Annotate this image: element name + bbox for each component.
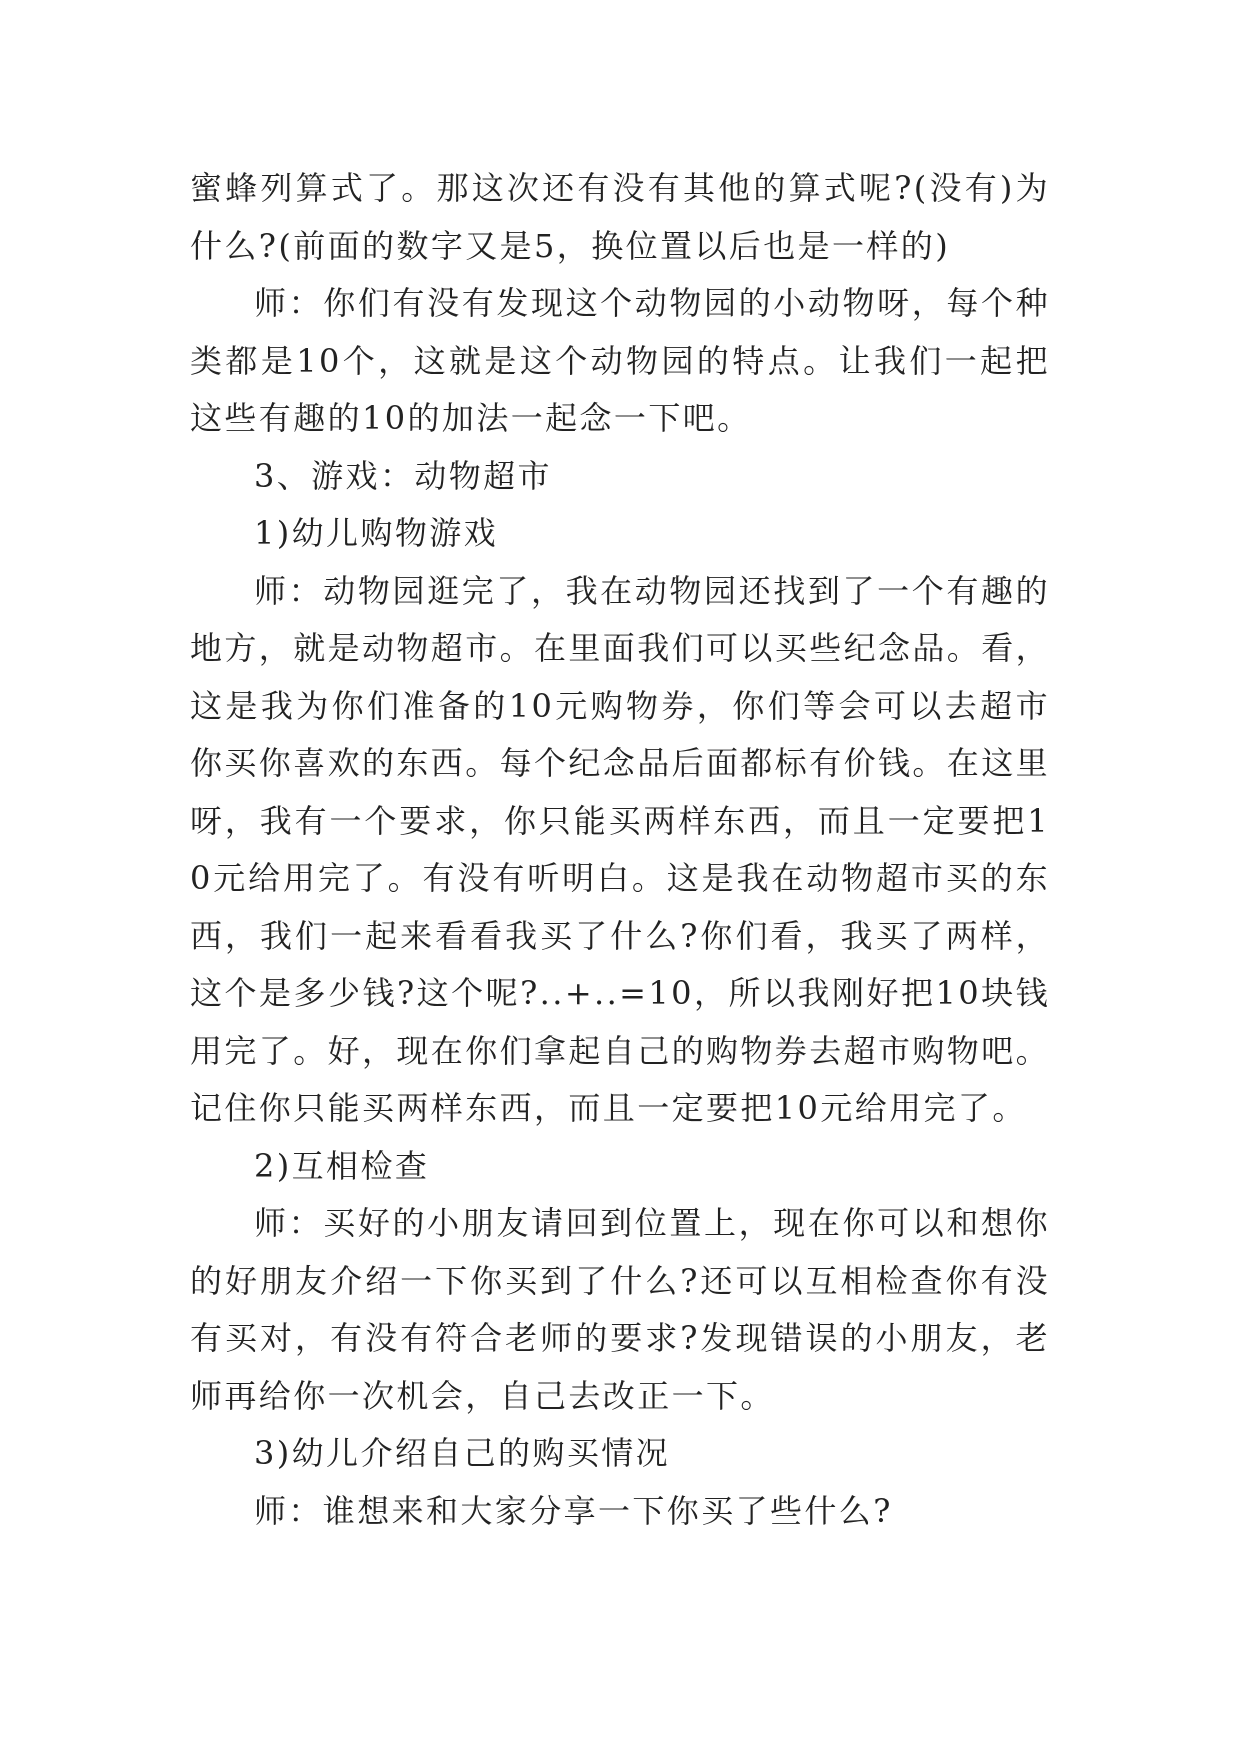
subheading-mutual-check: 2)互相检查 [254,1146,430,1185]
paragraph-teacher-check: 师：买好的小朋友请回到位置上，现在你可以和想你的好朋友介绍一下你买到了什么?还可以互相检查你有没有买对，有没有符合老师的要求?发现错误的小朋友，老师再给你一次机会，自己去改正一下。 [190,1204,1050,1415]
paragraph-continuation: 蜜蜂列算式了。那这次还有没有其他的算式呢?(没有)为什么?(前面的数字又是5，换位置以后也是一样的) [190,169,1050,265]
document-body [190,160,1050,1540]
paragraph-teacher-supermarket: 师：动物园逛完了，我在动物园还找到了一个有趣的地方，就是动物超市。在里面我们可以买些纪念品。看，这是我为你们准备的10元购物券，你们等会可以去超市你买你喜欢的东西。每个纪念品后面都标有价钱。在这里呀，我有一个要求，你只能买两样东西，而且一定要把10元给用完了。有没有听明白。这是我在动物超市买的东西，我们一起来看看我买了什么?你们看，我买了两样，这个是多少钱?这个呢?..+..=10，所以我刚好把10块钱用完了。好，现在你们拿起自己的购物券去超市购物吧。记住你只能买两样东西，而且一定要把10元给用完了。 [190,571,1051,1127]
paragraph-teacher-animals: 师：你们有没有发现这个动物园的小动物呀，每个种类都是10个，这就是这个动物园的特点。让我们一起把这些有趣的10的加法一起念一下吧。 [190,284,1050,437]
subheading-shopping-game: 1)幼儿购物游戏 [254,514,499,552]
section-heading-game: 3、游戏：动物超市 [254,456,552,495]
subheading-introduce-purchase: 3)幼儿介绍自己的购买情况 [254,1434,671,1472]
paragraph-teacher-share: 师：谁想来和大家分享一下你买了些什么? [254,1491,893,1530]
